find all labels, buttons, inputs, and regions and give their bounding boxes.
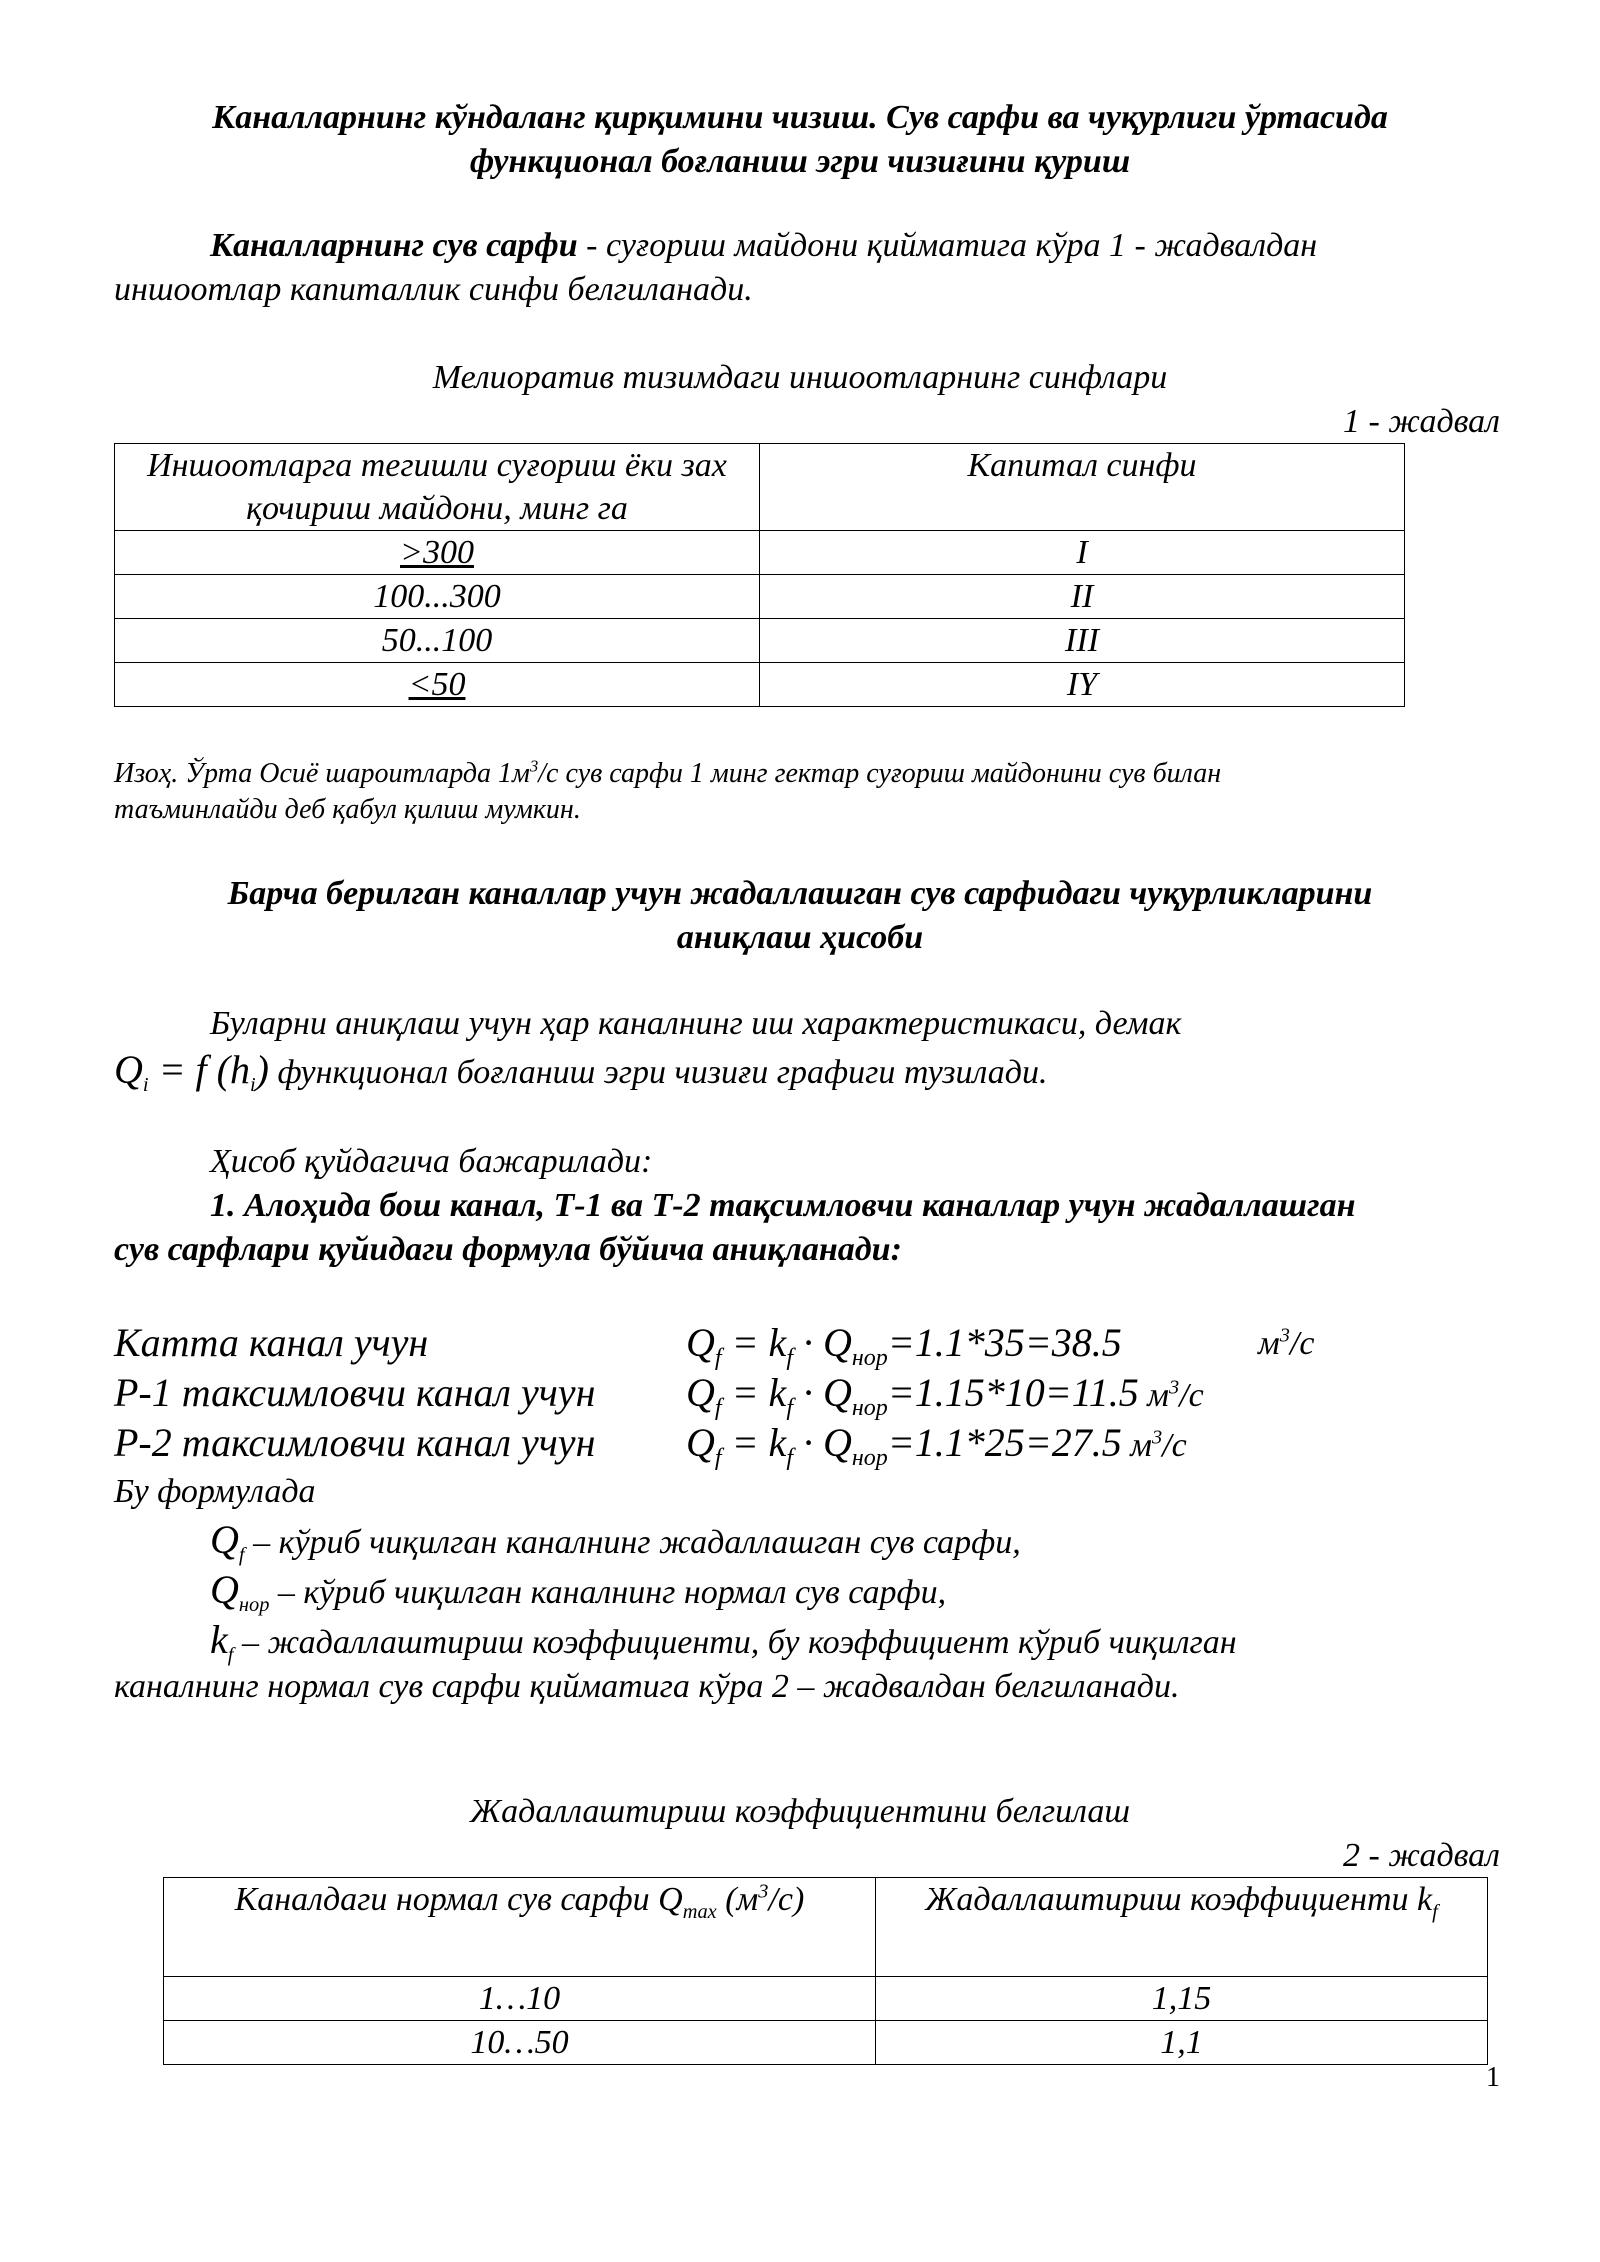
- table-row: [164, 2021, 1488, 2065]
- formula-mid: = f (h: [148, 1047, 250, 1092]
- table2-header-coef: [876, 1878, 1488, 1977]
- page-title-line2: функционал боғланиш эгри чизиғини қуриш: [469, 143, 1131, 180]
- table1-cell-class: II: [760, 575, 1405, 619]
- unit-tail: /с: [1162, 1427, 1187, 1464]
- note-sup: 3: [529, 756, 539, 776]
- k-symbol: k: [210, 1617, 228, 1662]
- k-symbol: = k: [721, 1370, 787, 1415]
- formula-i2: i: [250, 1073, 256, 1096]
- para2-rest: функционал боғланиш эгри чизиғи графиги тузилади.: [269, 1054, 1048, 1091]
- unit-base: м: [1258, 1325, 1280, 1362]
- calc-step1-line2: сув сарфлари қуйидаги формула бўйича аниқланади:: [114, 1231, 902, 1268]
- formula-result: =1.1*35=38.5: [887, 1320, 1122, 1365]
- note-line2: таъминлайди деб қабул қилиш мумкин.: [114, 794, 581, 825]
- f-subscript: f: [227, 1643, 234, 1666]
- legend-kf-text: – жадаллаштириш коэффициенти, бу коэффициент кўриб чиқилган: [233, 1624, 1237, 1661]
- table1-cell-area: [115, 531, 760, 575]
- nor-subscript: нор: [851, 1395, 888, 1421]
- table1-header-row: [115, 444, 1405, 531]
- unit-tail: /с: [1179, 1377, 1204, 1414]
- formula-i: i: [142, 1073, 149, 1096]
- formula-label-3: Р-2 таксимловчи канал учун: [114, 1420, 596, 1465]
- legend-qf: [210, 1518, 1021, 1565]
- table1-cell-class: IY: [760, 663, 1405, 707]
- note-text-b: /с сув сарфи 1 минг гектар суғориш майдонини сув билан: [538, 758, 1222, 789]
- unit-base: м: [1147, 1377, 1169, 1414]
- formula-label-1: Катта канал учун: [114, 1320, 429, 1365]
- k-symbol: = k: [721, 1420, 787, 1465]
- table2-number: 2 - жадвал: [1342, 1837, 1500, 1874]
- intro-text-line2: иншоотлар капиталлик синфи белгиланади.: [114, 271, 753, 308]
- formula-expr-3: [686, 1418, 1187, 1471]
- table-row: [115, 619, 1405, 663]
- q-symbol: Q: [686, 1370, 715, 1415]
- table1-cell-class: III: [760, 619, 1405, 663]
- table2-cell-flow: 10…50: [164, 2021, 876, 2065]
- table1-cell-area: 100...300: [115, 575, 760, 619]
- table1-number: 1 - жадвал: [1342, 403, 1500, 440]
- para2-line1: Буларни аниқлаш учун ҳар каналнинг иш характеристикаси, демак: [210, 1005, 1182, 1042]
- page-title: [110, 96, 1490, 184]
- legend-intro: Бу формулада: [114, 1473, 316, 1510]
- table-row: [115, 531, 1405, 575]
- formula-result: =1.1*25=27.5: [887, 1420, 1122, 1465]
- unit-exp: 3: [1169, 1376, 1180, 1399]
- f-subscript: f: [786, 1395, 793, 1421]
- table1-note: [114, 756, 1500, 828]
- table1-cell-area: [115, 663, 760, 707]
- f-subscript: f: [714, 1345, 722, 1371]
- k-symbol: = k: [721, 1320, 787, 1365]
- area-value: <50: [408, 666, 466, 703]
- unit-base: м: [1130, 1427, 1152, 1464]
- formula-expr-2: [686, 1368, 1204, 1421]
- f-subscript: f: [238, 1543, 245, 1566]
- table1: [114, 443, 1405, 707]
- f-subscript: f: [786, 1345, 793, 1371]
- table2-header-flow: [164, 1878, 876, 1977]
- nor-subscript: нор: [851, 1445, 888, 1471]
- formula-unit-1: [1258, 1322, 1314, 1366]
- calc-step1-line1: 1. Алоҳида бош канал, Т-1 ва Т-2 тақсимловчи каналлар учун жадаллашган: [210, 1187, 1356, 1224]
- legend-qnor-text: – кўриб чиқилган каналнинг нормал сув сарфи,: [269, 1574, 947, 1611]
- q-symbol: Q: [686, 1320, 715, 1365]
- f-subscript: f: [714, 1395, 722, 1421]
- intro-bold-lead: Каналларнинг сув сарфи: [210, 227, 578, 264]
- section-heading: [110, 872, 1490, 960]
- nor-subscript: нор: [851, 1345, 888, 1371]
- legend-kf: [114, 1618, 1500, 1709]
- area-value: >300: [400, 534, 474, 571]
- q-symbol: · Q: [792, 1420, 852, 1465]
- q-symbol: Q: [210, 1567, 239, 1612]
- f-subscript: f: [714, 1445, 722, 1471]
- header-coef-text: Жадаллаштириш коэффициенти k: [925, 1881, 1433, 1918]
- table-row: [115, 575, 1405, 619]
- q-symbol: · Q: [792, 1320, 852, 1365]
- legend-qf-text: – кўриб чиқилган каналнинг жадаллашган сув сарфи,: [244, 1524, 1021, 1561]
- table2-cell-coef: 1,15: [876, 1977, 1488, 2021]
- intro-paragraph: [114, 224, 1500, 312]
- table2-header-row: [164, 1878, 1488, 1977]
- f-subscript: f: [786, 1445, 793, 1471]
- page-number: 1: [1486, 2062, 1500, 2093]
- calc-intro: Ҳисоб қуйдагича бажарилади:: [210, 1143, 653, 1180]
- header-flow-unit: (м: [716, 1881, 759, 1918]
- table1-cell-area: 50...100: [115, 619, 760, 663]
- section-heading-line1: Барча берилган каналлар учун жадаллашган сув сарфидаги чуқурликларини: [227, 875, 1373, 912]
- formula-q: Q: [114, 1047, 143, 1092]
- table1-header-class: Капитал синфи: [760, 444, 1405, 531]
- header-flow-text: Каналдаги нормал сув сарфи Q: [234, 1881, 683, 1918]
- table1-header-area: Иншоотларга тегишли суғориш ёки зах қочириш майдони, минг га: [115, 444, 760, 531]
- table1-caption: Мелиоратив тизимдаги иншоотларнинг синфлари: [432, 359, 1168, 396]
- table-row: [164, 1977, 1488, 2021]
- table2-caption: Жадаллаштириш коэффициентини белгилаш: [470, 1793, 1130, 1830]
- para2-line2: [114, 1048, 1047, 1095]
- unit-exp: 3: [758, 1880, 769, 1903]
- q-symbol: Q: [686, 1420, 715, 1465]
- nor-subscript: нор: [238, 1593, 270, 1616]
- unit-tail: /с: [1289, 1325, 1315, 1362]
- unit-exp: 3: [1279, 1324, 1290, 1347]
- table2-cell-flow: 1…10: [164, 1977, 876, 2021]
- unit-exp: 3: [1151, 1426, 1163, 1449]
- table1-cell-class: I: [760, 531, 1405, 575]
- formula-result: =1.15*10=11.5: [887, 1370, 1139, 1415]
- intro-text-line1: - суғориш майдони қийматига кўра 1 - жадвалдан: [577, 227, 1318, 264]
- max-subscript: max: [682, 1900, 717, 1923]
- table-row: [115, 663, 1405, 707]
- header-flow-unit-tail: /с): [768, 1881, 805, 1918]
- section-heading-line2: аниқлаш ҳисоби: [676, 919, 924, 956]
- page-title-line1: Каналларнинг кўндаланг қирқимини чизиш. Сув сарфи ва чуқурлиги ўртасида: [212, 99, 1388, 136]
- formula-end: ): [255, 1047, 269, 1092]
- note-text-a: Изоҳ. Ўрта Осиё шароитларда 1м: [114, 758, 530, 789]
- formula-expr-1: [686, 1318, 1122, 1371]
- legend-kf-line2: каналнинг нормал сув сарфи қийматига кўра 2 – жадвалдан белгиланади.: [114, 1668, 1180, 1705]
- table2: [163, 1877, 1488, 2065]
- f-subscript: f: [1432, 1900, 1438, 1923]
- q-symbol: Q: [210, 1517, 239, 1562]
- formula-label-2: Р-1 таксимловчи канал учун: [114, 1370, 596, 1415]
- table2-cell-coef: 1,1: [876, 2021, 1488, 2065]
- legend-qnor: [210, 1568, 946, 1615]
- calc-step1: [114, 1184, 1500, 1272]
- q-symbol: · Q: [792, 1370, 852, 1415]
